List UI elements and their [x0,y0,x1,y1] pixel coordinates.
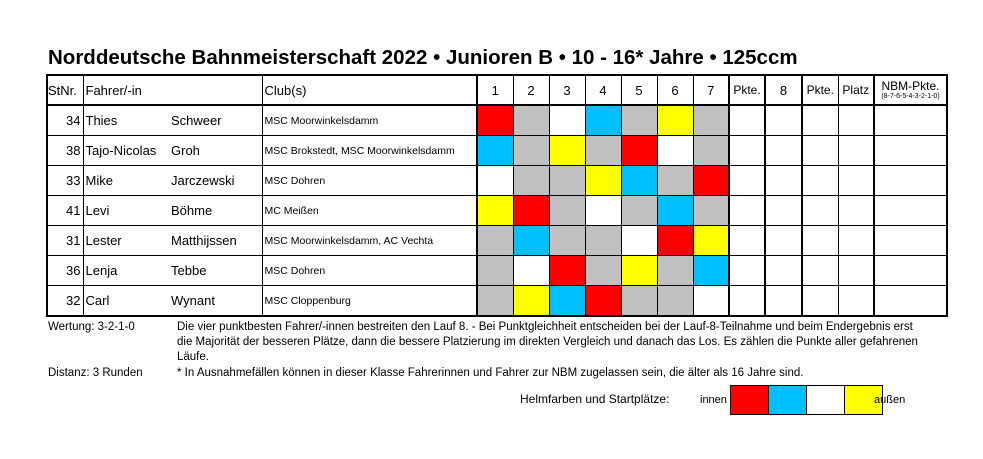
start-number: 34 [47,105,83,136]
heat-cell-5 [621,166,657,196]
start-number: 33 [47,166,83,196]
heat-cell-3 [549,226,585,256]
platz-cell [838,166,874,196]
legend-outer-label: außen [874,394,906,406]
heat-cell-4 [585,166,621,196]
heat-cell-2 [513,256,549,286]
heat-cell-2 [513,136,549,166]
wertung-text: Die vier punktbesten Fahrer/-innen bestreiten den Lauf 8. - Bei Punktgleichheit entscheiden bei der Lauf-8-Teilnahme und beim Endergebnis erst die Majorität der besseren Plätze, dann die bessere Platzierung im direkten Vergleich und danach das Los. Es zählen die Punkte aller gefahrenen Läufe. [177,321,918,363]
heat-cell-4 [585,226,621,256]
platz-cell [838,256,874,286]
heat-cell-7 [693,196,729,226]
heat-cell-1 [477,105,513,136]
rider-first-name: Thies [83,105,171,136]
heat-cell-1 [477,286,513,317]
points-cell [729,105,765,136]
heat-cell-3 [549,105,585,136]
rider-row [47,166,947,196]
rider-first-name: Lester [83,226,171,256]
lauf-8-cell [765,166,802,196]
rider-row [47,286,947,317]
wertung-label: Wertung: 3-2-1-0 [48,321,135,333]
heat-cell-3 [549,196,585,226]
nbm-points-cell [874,226,947,256]
heat-cell-1 [477,196,513,226]
legend-swatches [730,385,883,415]
points-cell [729,136,765,166]
header-lauf-1: 1 [477,75,513,105]
points-cell [729,226,765,256]
heat-cell-7 [693,166,729,196]
nbm-points-cell [874,166,947,196]
results-table [46,74,948,317]
heat-cell-5 [621,196,657,226]
rider-club: MSC Dohren [262,166,477,196]
header-lauf-4: 4 [585,75,621,105]
platz-cell [838,105,874,136]
heat-cell-6 [657,196,693,226]
nbm-points-cell [874,196,947,226]
platz-cell [838,196,874,226]
heat-cell-2 [513,105,549,136]
heat-cell-6 [657,226,693,256]
rider-row [47,196,947,226]
points-total-cell [802,226,838,256]
lauf-8-cell [765,196,802,226]
header-club: Club(s) [262,75,477,105]
heat-cell-3 [549,166,585,196]
header-pkte-1: Pkte. [729,75,765,105]
rider-last-name: Jarczewski [171,166,262,196]
points-cell [729,256,765,286]
heat-cell-4 [585,196,621,226]
legend-swatch-3 [807,386,845,415]
rider-last-name: Wynant [171,286,262,317]
rider-first-name: Mike [83,166,171,196]
rider-club: MC Meißen [262,196,477,226]
heat-cell-5 [621,256,657,286]
header-lauf-7: 7 [693,75,729,105]
lauf-8-cell [765,136,802,166]
header-lauf-3: 3 [549,75,585,105]
heat-cell-6 [657,105,693,136]
heat-cell-6 [657,286,693,317]
rider-club: MSC Dohren [262,256,477,286]
rider-last-name: Matthijssen [171,226,262,256]
heat-cell-2 [513,286,549,317]
heat-cell-2 [513,226,549,256]
heat-cell-4 [585,136,621,166]
distanz-text: * In Ausnahmefällen können in dieser Klasse Fahrerinnen und Fahrer zur NBM zugelassen sein, die älter als 16 Jahre sind. [177,367,804,379]
heat-cell-2 [513,196,549,226]
rider-row [47,226,947,256]
legend-title: Helmfarben und Startplätze: [520,392,670,406]
start-number: 38 [47,136,83,166]
rider-row [47,105,947,136]
header-fahrer: Fahrer/-in [83,75,262,105]
rider-row [47,136,947,166]
heat-cell-1 [477,166,513,196]
heat-cell-1 [477,226,513,256]
rider-club: MSC Moorwinkelsdamm [262,105,477,136]
heat-cell-6 [657,136,693,166]
rider-club: MSC Cloppenburg [262,286,477,317]
platz-cell [838,136,874,166]
heat-cell-2 [513,166,549,196]
legend-swatch-2 [769,386,807,415]
rider-first-name: Levi [83,196,171,226]
heat-cell-7 [693,136,729,166]
points-total-cell [802,105,838,136]
rider-last-name: Tebbe [171,256,262,286]
heat-cell-4 [585,105,621,136]
page-title: Norddeutsche Bahnmeisterschaft 2022 • Junioren B • 10 - 16* Jahre • 125ccm [48,46,798,69]
heat-cell-5 [621,136,657,166]
start-number: 36 [47,256,83,286]
platz-cell [838,286,874,317]
points-total-cell [802,256,838,286]
heat-cell-6 [657,256,693,286]
nbm-points-cell [874,105,947,136]
header-stnr: StNr. [47,75,83,105]
points-total-cell [802,286,838,317]
heat-cell-1 [477,136,513,166]
rider-last-name: Groh [171,136,262,166]
header-nbm-sub: (8-7-6-5-4-3-2-1-0) [881,92,940,100]
distanz-label: Distanz: 3 Runden [48,367,143,379]
legend-inner-label: innen [700,394,727,406]
points-total-cell [802,166,838,196]
nbm-points-cell [874,286,947,317]
header-lauf-2: 2 [513,75,549,105]
heat-cell-3 [549,136,585,166]
nbm-points-cell [874,256,947,286]
lauf-8-cell [765,226,802,256]
legend-swatch-1 [731,386,769,415]
heat-cell-1 [477,256,513,286]
points-cell [729,166,765,196]
lauf-8-cell [765,256,802,286]
heat-cell-5 [621,105,657,136]
rider-row [47,256,947,286]
points-total-cell [802,196,838,226]
rider-last-name: Schweer [171,105,262,136]
heat-cell-3 [549,286,585,317]
lauf-8-cell [765,286,802,317]
nbm-points-cell [874,136,947,166]
rider-first-name: Carl [83,286,171,317]
header-lauf-8: 8 [765,75,802,105]
heat-cell-7 [693,226,729,256]
points-cell [729,196,765,226]
heat-cell-7 [693,105,729,136]
start-number: 32 [47,286,83,317]
heat-cell-6 [657,166,693,196]
lauf-8-cell [765,105,802,136]
points-total-cell [802,136,838,166]
platz-cell [838,226,874,256]
heat-cell-7 [693,286,729,317]
rider-first-name: Tajo-Nicolas [83,136,171,166]
heat-cell-3 [549,256,585,286]
rider-club: MSC Moorwinkelsdamm, AC Vechta [262,226,477,256]
heat-cell-4 [585,286,621,317]
heat-cell-5 [621,286,657,317]
rider-club: MSC Brokstedt, MSC Moorwinkelsdamm [262,136,477,166]
rider-last-name: Böhme [171,196,262,226]
heat-cell-5 [621,226,657,256]
header-lauf-5: 5 [621,75,657,105]
heat-cell-7 [693,256,729,286]
header-nbm [874,75,947,105]
start-number: 31 [47,226,83,256]
header-pkte-2: Pkte. [802,75,838,105]
header-nbm-label: NBM-Pkte. [881,78,940,93]
heat-cell-4 [585,256,621,286]
points-cell [729,286,765,317]
header-row [47,75,947,105]
rider-first-name: Lenja [83,256,171,286]
header-platz: Platz [838,75,874,105]
start-number: 41 [47,196,83,226]
header-lauf-6: 6 [657,75,693,105]
